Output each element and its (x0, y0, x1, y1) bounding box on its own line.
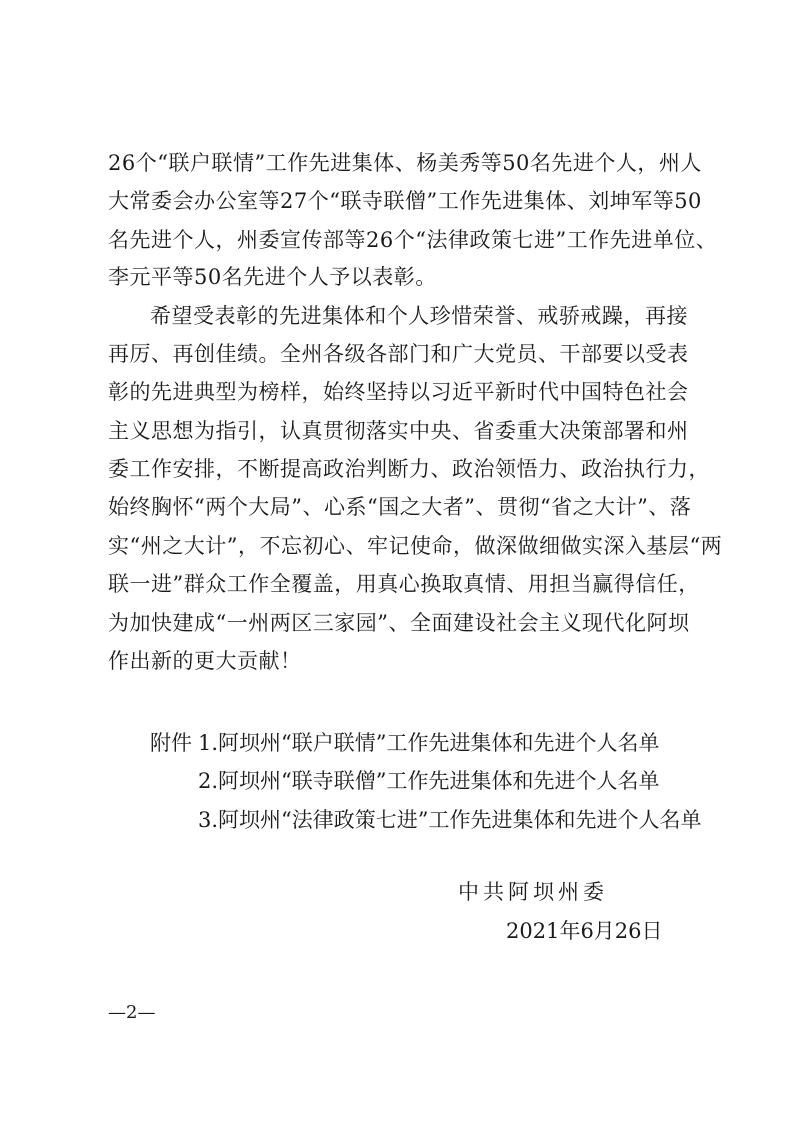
attachments-label: 附件 (150, 731, 192, 755)
body-line: 主义思想为指引，认真贯彻落实中央、省委重大决策部署和州 (108, 419, 689, 443)
signature-date: 2021年6月26日 (506, 919, 663, 943)
page-number: —2— (108, 1002, 156, 1023)
body-line: 委工作安排，不断提高政治判断力、政治领悟力、政治执行力， (108, 457, 710, 481)
body-line: 彰的先进典型为榜样，始终坚持以习近平新时代中国特色社会 (108, 380, 689, 404)
body-line: 作出新的更大贡献！ (108, 649, 302, 673)
body-line: 李元平等50名先进个人予以表彰。 (108, 265, 437, 289)
body-line: 希望受表彰的先进集体和个人珍惜荣誉、戒骄戒躁，再接 (150, 304, 688, 328)
attachment-item: 3.阿坝州“法律政策七进”工作先进集体和先进个人名单 (198, 808, 702, 832)
body-line: 大常委会办公室等27个“联寺联僧”工作先进集体、刘坤军等50 (108, 189, 702, 213)
body-line: 实“州之大计”，不忘初心、牢记使命，做深做细做实深入基层“两 (108, 534, 723, 558)
signature-org: 中共阿坝州委 (458, 880, 608, 904)
body-line: 始终胸怀“两个大局”、心系“国之大者”、贯彻“省之大计”、落 (108, 495, 692, 519)
body-line: 为加快建成“一州两区三家园”、全面建设社会主义现代化阿坝 (108, 611, 690, 635)
body-line: 再厉、再创佳绩。全州各级各部门和广大党员、干部要以受表 (108, 342, 689, 366)
attachment-item: 2.阿坝州“联寺联僧”工作先进集体和先进个人名单 (198, 769, 660, 793)
attachment-item: 1.阿坝州“联户联情”工作先进集体和先进个人名单 (198, 731, 660, 755)
body-line: 联一进”群众工作全覆盖，用真心换取真情、用担当赢得信任， (108, 572, 700, 596)
body-line: 名先进个人，州委宣传部等26个“法律政策七进”工作先进单位、 (108, 228, 718, 252)
body-line: 26个“联户联情”工作先进集体、杨美秀等50名先进个人，州人 (108, 151, 702, 175)
